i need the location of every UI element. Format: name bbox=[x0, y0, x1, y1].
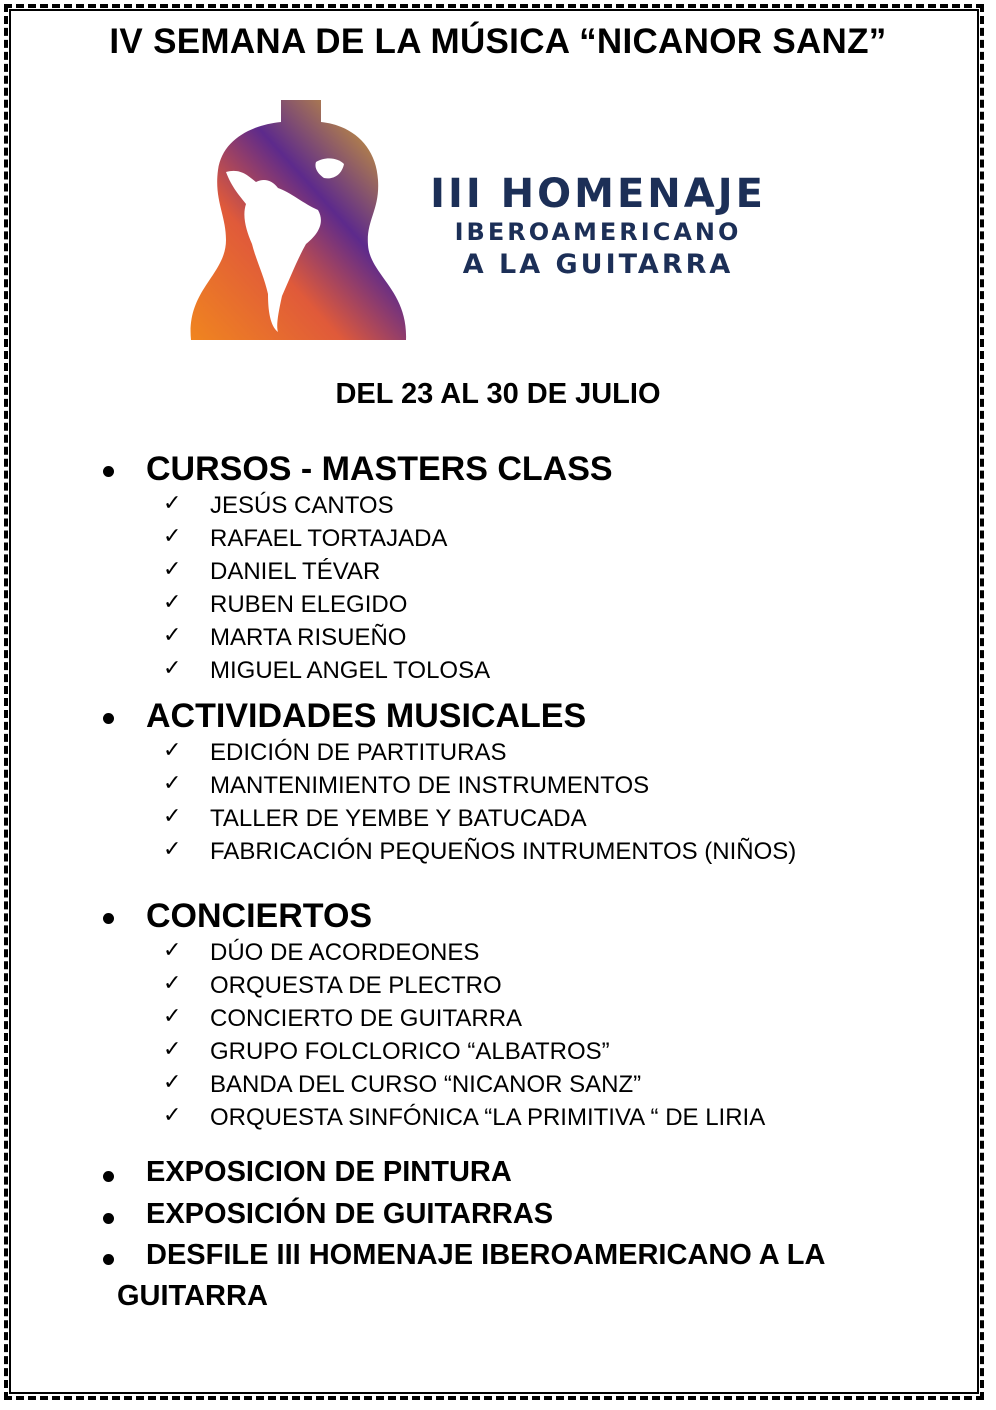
check-icon: ✓ bbox=[163, 804, 182, 829]
item-list bbox=[0, 490, 996, 688]
check-icon: ✓ bbox=[163, 837, 182, 862]
desfile: DESFILE III HOMENAJE IBEROAMERICANO A LA bbox=[0, 1239, 996, 1279]
check-icon: ✓ bbox=[163, 738, 182, 763]
section-cursos bbox=[0, 450, 996, 688]
check-icon: ✓ bbox=[163, 590, 182, 615]
check-icon: ✓ bbox=[163, 1004, 182, 1029]
list-item: ✓ ORQUESTA SINFÓNICA “LA PRIMITIVA “ DE LIRIA bbox=[163, 1103, 766, 1131]
bullet-icon bbox=[103, 1171, 114, 1182]
event-dates: DEL 23 AL 30 DE JULIO bbox=[335, 378, 661, 410]
bullet-icon bbox=[103, 713, 114, 724]
list-item: ✓ DÚO DE ACORDEONES bbox=[163, 938, 480, 966]
check-icon: ✓ bbox=[163, 656, 182, 681]
logo-subtitle: IBEROAMERICANO bbox=[454, 218, 742, 246]
bullet-icon bbox=[103, 466, 114, 477]
list-item: ✓ JESÚS CANTOS bbox=[163, 491, 394, 519]
section-heading bbox=[0, 697, 996, 737]
list-item: ✓ GRUPO FOLCLORICO “ALBATROS” bbox=[163, 1037, 610, 1065]
list-item: ✓ MARTA RISUEÑO bbox=[163, 623, 407, 651]
section-heading bbox=[0, 450, 996, 490]
check-icon: ✓ bbox=[163, 971, 182, 996]
section-heading bbox=[0, 897, 996, 937]
bullet-icon bbox=[103, 913, 114, 924]
section-title: CURSOS - MASTERS CLASS bbox=[146, 450, 613, 488]
list-item: ✓ RUBEN ELEGIDO bbox=[163, 590, 408, 618]
list-item: ✓ EDICIÓN DE PARTITURAS bbox=[163, 738, 507, 766]
check-icon: ✓ bbox=[163, 1103, 182, 1128]
check-icon: ✓ bbox=[163, 557, 182, 582]
list-item: ✓ TALLER DE YEMBE Y BATUCADA bbox=[163, 804, 587, 832]
exposicion-guitarras: EXPOSICIÓN DE GUITARRAS bbox=[0, 1198, 996, 1238]
section-title: ACTIVIDADES MUSICALES bbox=[146, 697, 587, 735]
check-icon: ✓ bbox=[163, 524, 182, 549]
list-item: ✓ RAFAEL TORTAJADA bbox=[163, 524, 448, 552]
bullet-icon bbox=[103, 1254, 114, 1265]
list-item: ✓ MIGUEL ANGEL TOLOSA bbox=[163, 656, 491, 684]
homenaje-logo bbox=[186, 100, 806, 345]
check-icon: ✓ bbox=[163, 1037, 182, 1062]
section-title: CONCIERTOS bbox=[146, 897, 373, 935]
list-item: ✓ MANTENIMIENTO DE INSTRUMENTOS bbox=[163, 771, 650, 799]
logo-subtitle-2: A LA GUITARRA bbox=[462, 249, 734, 280]
check-icon: ✓ bbox=[163, 1070, 182, 1095]
list-item: ✓ BANDA DEL CURSO “NICANOR SANZ” bbox=[163, 1070, 642, 1098]
check-icon: ✓ bbox=[163, 491, 182, 516]
check-icon: ✓ bbox=[163, 938, 182, 963]
list-item: ✓ DANIEL TÉVAR bbox=[163, 557, 381, 585]
list-item: ✓ CONCIERTO DE GUITARRA bbox=[163, 1004, 523, 1032]
item-list bbox=[0, 937, 996, 1135]
list-item: ✓ FABRICACIÓN PEQUEÑOS INTRUMENTOS (NIÑOS) bbox=[163, 837, 797, 865]
bullet-icon bbox=[103, 1213, 114, 1224]
list-item: ✓ ORQUESTA DE PLECTRO bbox=[163, 971, 502, 999]
desfile-continuation: GUITARRA bbox=[117, 1280, 268, 1312]
section-actividades bbox=[0, 697, 996, 869]
item-list bbox=[0, 737, 996, 869]
page-title: IV SEMANA DE LA MÚSICA “NICANOR SANZ” bbox=[109, 22, 887, 61]
check-icon: ✓ bbox=[163, 623, 182, 648]
section-conciertos bbox=[0, 897, 996, 1135]
check-icon: ✓ bbox=[163, 771, 182, 796]
logo-text bbox=[408, 172, 788, 282]
guitar-map-icon bbox=[186, 100, 416, 345]
logo-title: III HOMENAJE bbox=[430, 171, 766, 217]
exposicion-pintura: EXPOSICION DE PINTURA bbox=[0, 1156, 996, 1196]
